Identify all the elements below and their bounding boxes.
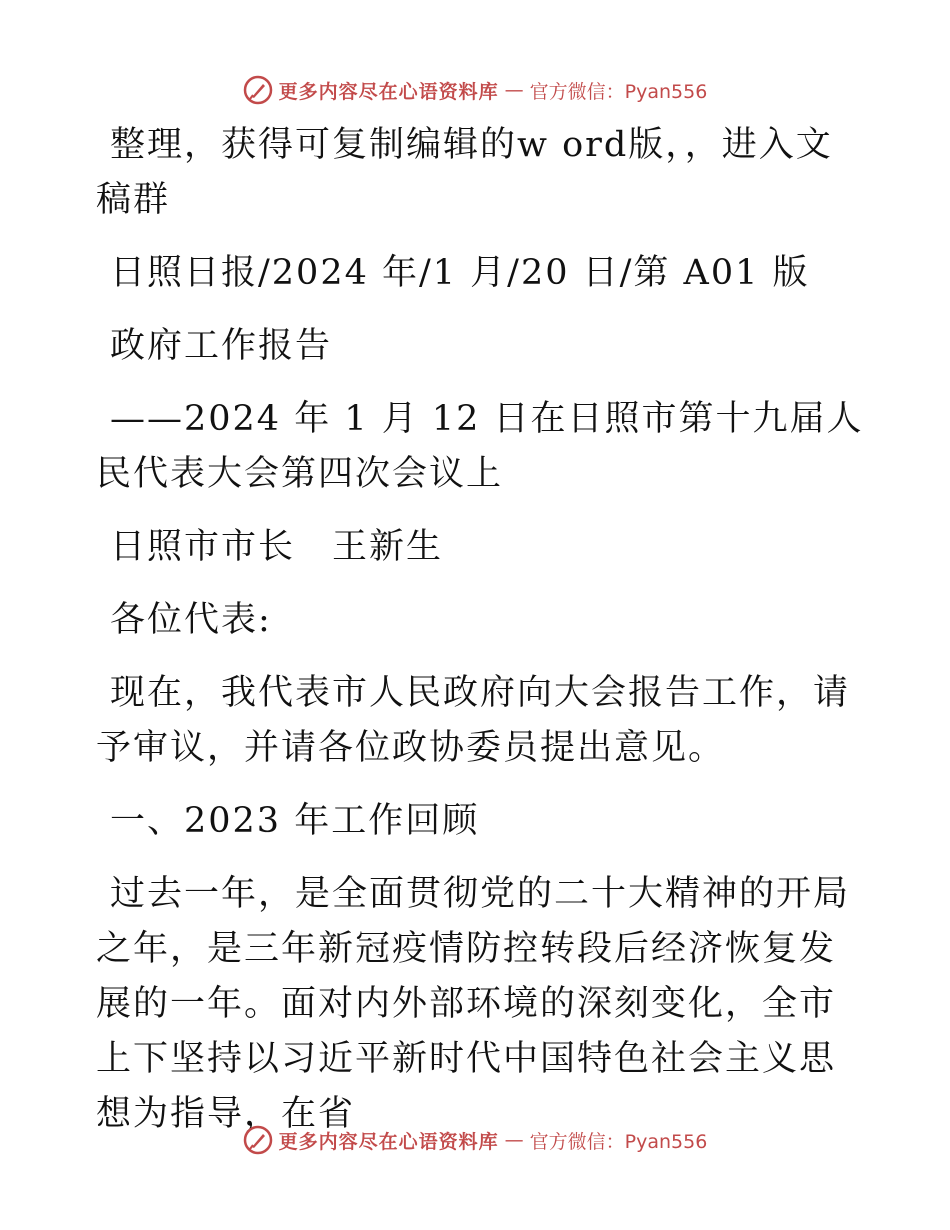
quill-seal-icon bbox=[243, 75, 273, 105]
watermark-contact: 官方微信：Pyan556 bbox=[529, 80, 708, 103]
document-subtitle: ——2024 年 1 月 12 日在日照市第十九届人民代表大会第四次会议上 bbox=[96, 399, 864, 494]
opening-paragraph: 现在，我代表市人民政府向大会报告工作，请予审议，并请各位政协委员提出意见。 bbox=[96, 673, 851, 768]
intro-line: 整理，获得可复制编辑的w ord版，，进入文稿群 bbox=[96, 125, 833, 220]
watermark-separator: — bbox=[504, 1129, 524, 1151]
source-line: 日照日报/2024 年/1 月/20 日/第 A01 版 bbox=[110, 253, 810, 293]
document-body bbox=[96, 118, 866, 1142]
document-title: 政府工作报告 bbox=[110, 326, 333, 366]
watermark-text: 更多内容尽在心语资料库 bbox=[278, 1130, 499, 1153]
watermark-contact: 官方微信：Pyan556 bbox=[529, 1130, 708, 1153]
watermark-separator: — bbox=[504, 79, 524, 101]
author-line: 日照市市长 王新生 bbox=[110, 527, 444, 567]
salutation: 各位代表: bbox=[110, 600, 272, 640]
section-heading: 一、2023 年工作回顾 bbox=[110, 801, 480, 841]
watermark-footer bbox=[0, 1122, 950, 1158]
watermark-text: 更多内容尽在心语资料库 bbox=[278, 80, 499, 103]
watermark-header bbox=[0, 72, 950, 108]
body-paragraph: 过去一年，是全面贯彻党的二十大精神的开局之年，是三年新冠疫情防控转段后经济恢复发展的一年。面对内外部环境的深刻变化，全市上下坚持以习近平新时代中国特色社会主义思想为指导，在省 bbox=[96, 874, 851, 1134]
quill-seal-icon bbox=[243, 1125, 273, 1155]
